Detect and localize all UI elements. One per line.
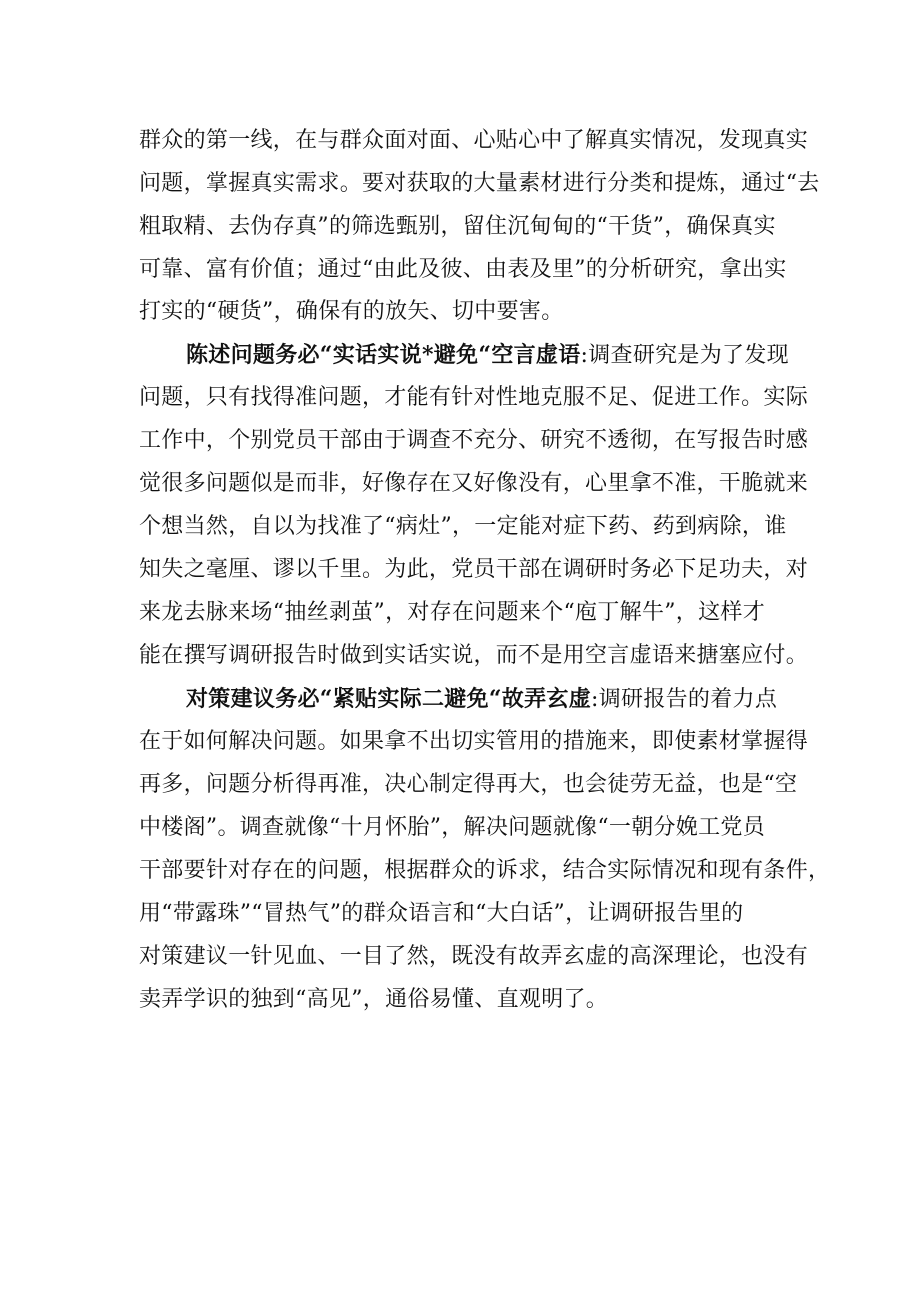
paragraph-2-line-3: 工作中，个别党员干部由于调查不充分、研究不透彻，在写报告时感 (139, 428, 809, 453)
paragraph-3-line-7: 对策建议一针见血、一目了然，既没有故弄玄虚的高深理论，也没有 (139, 944, 809, 969)
paragraph-3-first-text: :调研报告的着力点 (591, 687, 778, 712)
paragraph-2-line-7: 来龙去脉来场“抽丝剥茧”，对存在问题来个“庖丁解牛”，这样才 (139, 600, 765, 625)
paragraph-3-line-5: 干部要针对存在的问题，根据群众的诉求，结合实际情况和现有条件， (139, 858, 831, 883)
paragraph-3-line-4: 中楼阁”。调查就像“十月怀胎”，解决问题就像“一朝分娩工党员 (139, 815, 765, 840)
paragraph-1-line-4: 可靠、富有价值；通过“由此及彼、由表及里”的分析研究，拿出实 (139, 257, 787, 282)
paragraph-2-line-5: 个想当然，自以为找准了“病灶”，一定能对症下药、药到病除，谁 (139, 514, 787, 539)
paragraph-2-line-2: 问题，只有找得准问题，才能有针对性地克服不足、促进工作。实际 (139, 385, 809, 410)
paragraph-3-line-6: 用“带露珠”“冒热气”的群众语言和“大白话”，让调研报告里的 (139, 901, 744, 926)
paragraph-3-line-2: 在于如何解决问题。如果拿不出切实管用的措施来，即使素材掌握得 (139, 729, 809, 754)
paragraph-2-line-8: 能在撰写调研报告时做到实话实说，而不是用空言虚语来搪塞应付。 (139, 643, 809, 668)
paragraph-2-first-text: :调查研究是为了发现 (580, 343, 789, 368)
paragraph-2-heading: 陈述问题务必“实话实说*避免“空言虚语 (186, 342, 581, 368)
paragraph-3-heading: 对策建议务必“紧贴实际二避免“故弄玄虚 (186, 686, 592, 712)
paragraph-1-line-2: 问题，掌握真实需求。要对获取的大量素材进行分类和提炼，通过“去 (139, 171, 820, 196)
paragraph-1-line-5: 打实的“硬货”，确保有的放矢、切中要害。 (139, 299, 564, 324)
paragraph-3-line-3: 再多，问题分析得再准，决心制定得再大，也会徒劳无益，也是“空 (139, 772, 798, 797)
paragraph-2-line-6: 知失之毫厘、谬以千里。为此，党员干部在调研时务必下足功夫，对 (139, 557, 809, 582)
paragraph-2-first-line (186, 340, 836, 371)
paragraph-1-line-1: 群众的第一线，在与群众面对面、心贴心中了解真实情况，发现真实 (139, 128, 809, 153)
paragraph-3-first-line (186, 684, 836, 715)
paragraph-1-line-3: 粗取精、去伪存真”的筛选甄别，留住沉甸甸的“干货”，确保真实 (139, 214, 776, 239)
paragraph-2-line-4: 觉很多问题似是而非，好像存在又好像没有，心里拿不准，干脆就来 (139, 471, 809, 496)
paragraph-3-line-8: 卖弄学识的独到“高见”，通俗易懂、直观明了。 (139, 987, 609, 1012)
